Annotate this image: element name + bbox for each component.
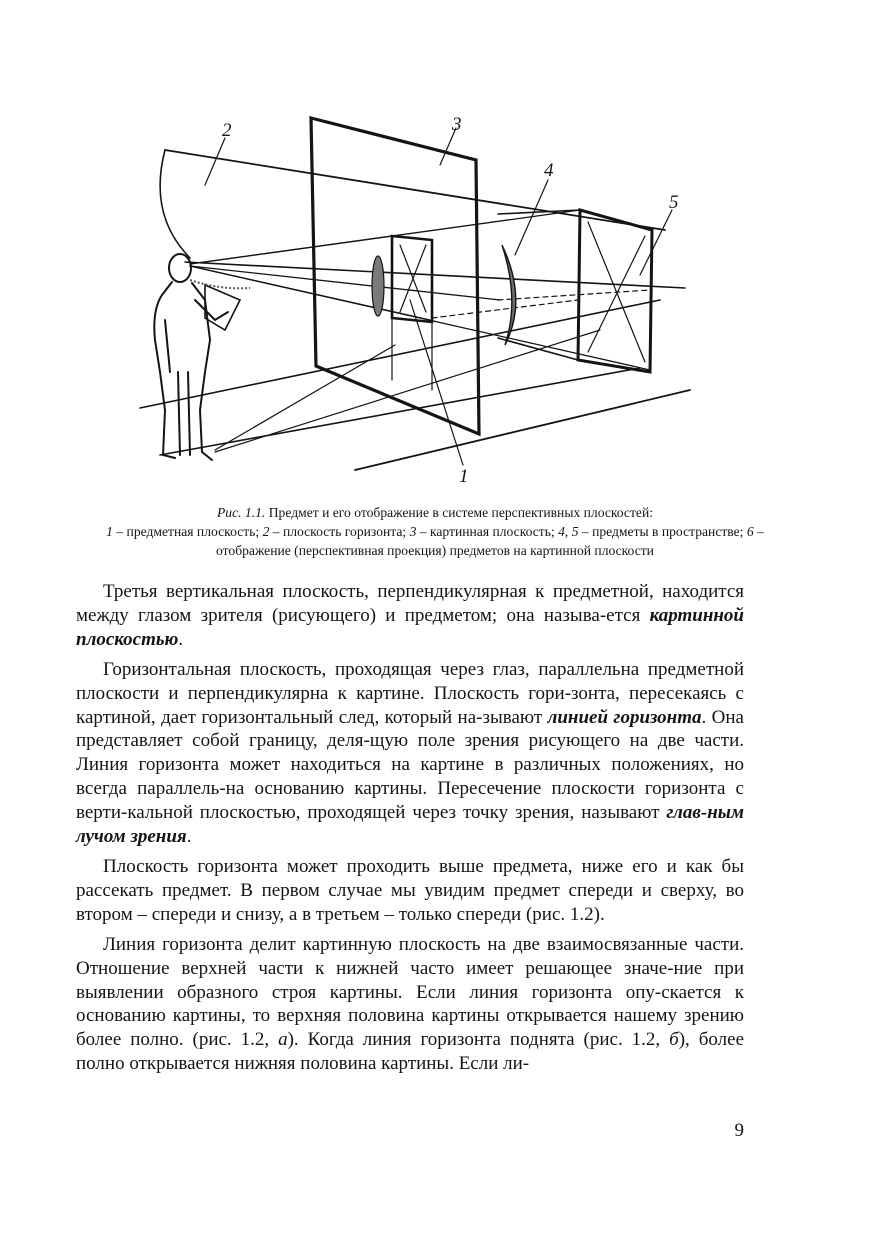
ground-line-middle (160, 368, 640, 455)
caption-item-num: 2 (262, 524, 270, 539)
caption-item-text: – предметы в пространстве; (578, 524, 747, 539)
near-object (392, 236, 432, 322)
dashed-line (432, 300, 578, 318)
label-5: 5 (669, 192, 679, 213)
far-object (578, 210, 652, 372)
horizon-plane-edge (165, 150, 665, 230)
page-number: 9 (734, 1120, 744, 1141)
ray (215, 345, 395, 450)
dashed-line (498, 290, 650, 300)
label-leader-1 (410, 300, 463, 465)
text-run: ). Когда линия горизонта поднята (рис. 1.2, (287, 1029, 670, 1051)
text-run: . Она представляет собой границу, деля-щую поле зрения рисующего на две части. Линия горизонта может находиться на картине в различных положениях, но всегда параллель-на основанию картины. Пересечение плоскости горизонта с верти-кальной плоскостью, проходящей через точку зрения, называют (76, 706, 744, 824)
viewer-figure (154, 254, 240, 460)
term-bold-italic: линией горизонта (547, 706, 702, 728)
text-run-italic: а (278, 1029, 288, 1051)
caption-item-text: – предметная плоскость; (112, 524, 263, 539)
paragraph (76, 658, 744, 849)
text-run: Линия горизонта делит картинную плоскость на две взаимосвязанные части. Отношение верхней части к нижней часто имеет решающее значе-ние при выявлении образного строя картины. Если линия горизонта опу-скается к основанию картины, то верхняя половина картины открывается нашему зрению более полно. (рис. 1.2, (76, 933, 744, 1051)
paragraph (76, 855, 744, 927)
ray (190, 266, 650, 370)
near-object-diagonals (400, 245, 426, 312)
caption-item-text: – картинная плоскость; (416, 524, 559, 539)
label-2: 2 (222, 120, 232, 141)
caption-prefix: Рис. 1.1. (217, 505, 266, 520)
paragraph (76, 933, 744, 1076)
figure-caption (80, 503, 790, 560)
label-leader-4 (515, 180, 548, 255)
eye-ray-dots (190, 280, 250, 288)
text-run-italic: б (669, 1029, 679, 1051)
ray (190, 210, 580, 264)
text-run: . (186, 826, 192, 848)
label-leader-2 (205, 138, 225, 185)
body-text (76, 580, 744, 1082)
label-leader-5 (640, 210, 672, 275)
caption-item-text: – плоскость горизонта; (269, 524, 410, 539)
perspective-figure (100, 100, 700, 500)
projection-shadow-near (372, 256, 384, 316)
text-run: . (178, 628, 184, 650)
term-bold-italic: картинной плоскостью (76, 604, 744, 650)
text-run: Плоскость горизонта может проходить выше предмета, ниже его и как бы рассекать предмет. В первом случае мы увидим предмет спереди и сверху, во втором – спереди и снизу, а в третьем – только спереди (рис. 1.2). (76, 855, 744, 925)
text-run: Третья вертикальная плоскость, перпендикулярная к предметной, находится между глазом зрителя (рисующего) и предметом; она называ-ется (76, 581, 744, 626)
term-bold-italic: глав-ным лучом зрения (76, 802, 744, 848)
text-run: ), более полно открывается нижняя половина картины. Если ли- (76, 1029, 745, 1075)
caption-item-num: 1 (106, 524, 113, 539)
caption-item-num: 6 (746, 524, 754, 539)
figure-drawing (100, 100, 700, 500)
ray (215, 330, 600, 452)
caption-item-num: 4, 5 (558, 524, 579, 539)
label-3: 3 (452, 114, 462, 135)
caption-item-num: 3 (409, 524, 417, 539)
caption-item-text: – отображение (перспективная проекция) предметов на картинной плоскости (216, 524, 764, 558)
horizon-plane-arc (160, 150, 190, 258)
label-4: 4 (544, 160, 554, 181)
text-run: Горизонтальная плоскость, проходящая через глаз, параллельна предметной плоскости и перпендикулярна к картине. Плоскость гори-зонта, пересекаясь с картиной, дает горизонтальный след, который на-зывают (76, 658, 744, 728)
caption-title-line (80, 503, 790, 522)
label-1: 1 (459, 466, 469, 487)
caption-title: Предмет и его отображение в системе перспективных плоскостей: (268, 505, 653, 520)
paragraph (76, 580, 744, 652)
